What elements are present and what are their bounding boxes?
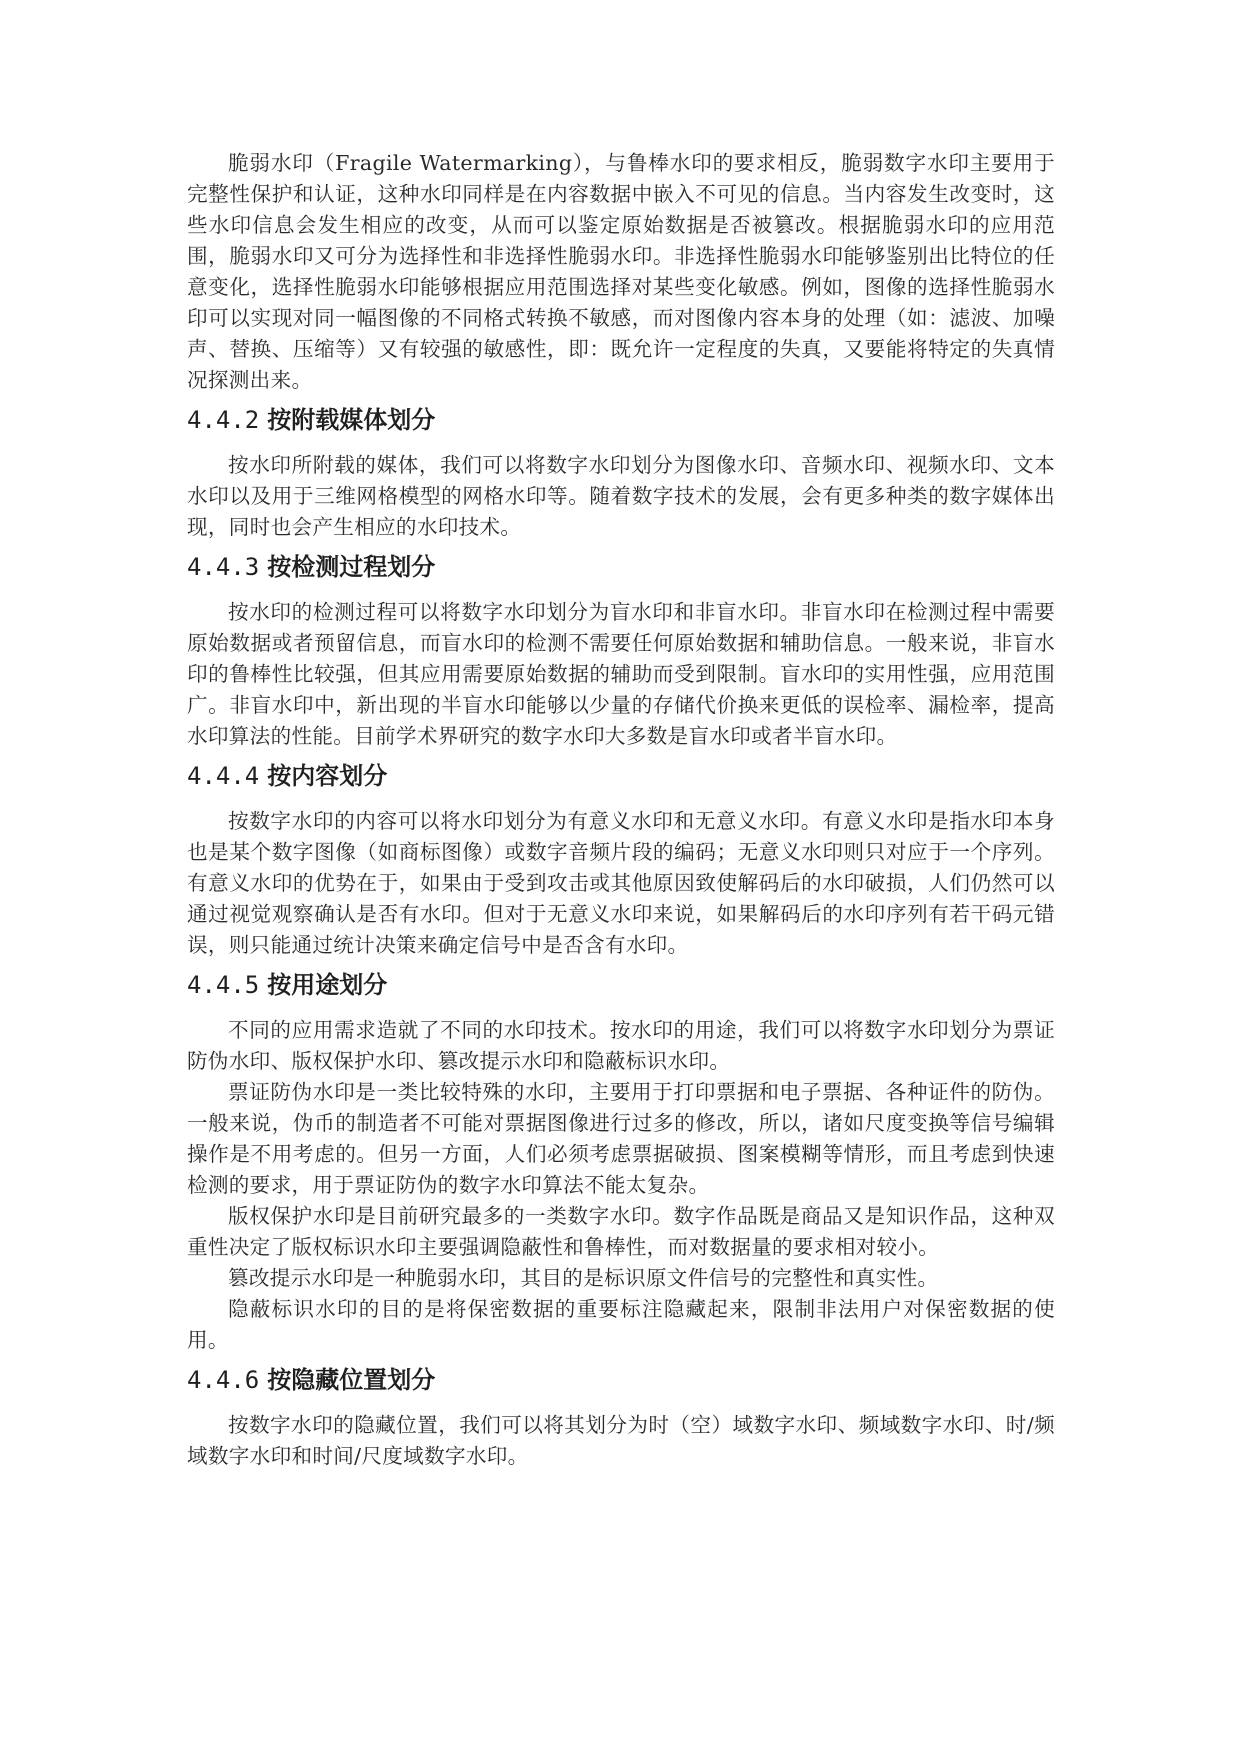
paragraph: 按水印所附载的媒体，我们可以将数字水印划分为图像水印、音频水印、视频水印、文本水印以及用于三维网格模型的网格水印等。随着数字技术的发展，会有更多种类的数字媒体出现，同时也会产生相应的水印技术。 xyxy=(187,453,1055,539)
section-4-4-3 xyxy=(187,543,1055,752)
paragraph: 脆弱水印（Fragile Watermarking），与鲁棒水印的要求相反，脆弱数字水印主要用于完整性保护和认证，这种水印同样是在内容数据中嵌入不可见的信息。当内容发生改变时，这些水印信息会发生相应的改变，从而可以鉴定原始数据是否被篡改。根据脆弱水印的应用范围，脆弱水印又可分为选择性和非选择性脆弱水印。非选择性脆弱水印能够鉴别出比特位的任意变化，选择性脆弱水印能够根据应用范围选择对某些变化敏感。例如，图像的选择性脆弱水印可以实现对同一幅图像的不同格式转换不敏感，而对图像内容本身的处理（如：滤波、加噪声、替换、压缩等）又有较强的敏感性，即：既允许一定程度的失真，又要能将特定的失真情况探测出来。 xyxy=(187,151,1055,392)
section-title: 按检测过程划分 xyxy=(267,553,436,581)
section-title: 按隐藏位置划分 xyxy=(267,1366,436,1394)
section-heading xyxy=(187,1356,1055,1410)
intro-section xyxy=(187,148,1055,396)
paragraph: 按数字水印的内容可以将水印划分为有意义水印和无意义水印。有意义水印是指水印本身也是某个数字图像（如商标图像）或数字音频片段的编码；无意义水印则只对应于一个序列。有意义水印的优势在于，如果由于受到攻击或其他原因致使解码后的水印破损，人们仍然可以通过视觉观察确认是否有水印。但对于无意义水印来说，如果解码后的水印序列有若干码元错误，则只能通过统计决策来确定信号中是否含有水印。 xyxy=(187,809,1055,957)
section-number: 4.4.4 xyxy=(187,762,260,790)
document-page xyxy=(187,148,1055,1472)
section-title: 按用途划分 xyxy=(267,971,388,999)
section-4-4-5 xyxy=(187,961,1055,1356)
section-number: 4.4.5 xyxy=(187,971,260,999)
section-heading xyxy=(187,752,1055,806)
paragraph: 不同的应用需求造就了不同的水印技术。按水印的用途，我们可以将数字水印划分为票证防伪水印、版权保护水印、篡改提示水印和隐蔽标识水印。 xyxy=(187,1018,1055,1073)
section-title: 按内容划分 xyxy=(267,762,388,790)
section-4-4-4 xyxy=(187,752,1055,961)
paragraph: 票证防伪水印是一类比较特殊的水印，主要用于打印票据和电子票据、各种证件的防伪。一般来说，伪币的制造者不可能对票据图像进行过多的修改，所以，诸如尺度变换等信号编辑操作是不用考虑的。但另一方面，人们必须考虑票据破损、图案模糊等情形，而且考虑到快速检测的要求，用于票证防伪的数字水印算法不能太复杂。 xyxy=(187,1080,1055,1197)
paragraph: 篡改提示水印是一种脆弱水印，其目的是标识原文件信号的完整性和真实性。 xyxy=(228,1266,939,1290)
section-number: 4.4.6 xyxy=(187,1366,260,1394)
section-heading xyxy=(187,396,1055,450)
section-number: 4.4.3 xyxy=(187,553,260,581)
paragraph: 按数字水印的隐藏位置，我们可以将其划分为时（空）域数字水印、频域数字水印、时/频域数字水印和时间/尺度域数字水印。 xyxy=(187,1413,1055,1468)
section-heading xyxy=(187,961,1055,1015)
section-4-4-6 xyxy=(187,1356,1055,1472)
paragraph: 版权保护水印是目前研究最多的一类数字水印。数字作品既是商品又是知识作品，这种双重性决定了版权标识水印主要强调隐蔽性和鲁棒性，而对数据量的要求相对较小。 xyxy=(187,1204,1055,1259)
section-heading xyxy=(187,543,1055,597)
section-4-4-2 xyxy=(187,396,1055,543)
paragraph: 按水印的检测过程可以将数字水印划分为盲水印和非盲水印。非盲水印在检测过程中需要原始数据或者预留信息，而盲水印的检测不需要任何原始数据和辅助信息。一般来说，非盲水印的鲁棒性比较强，但其应用需要原始数据的辅助而受到限制。盲水印的实用性强，应用范围广。非盲水印中，新出现的半盲水印能够以少量的存储代价换来更低的误检率、漏检率，提高水印算法的性能。目前学术界研究的数字水印大多数是盲水印或者半盲水印。 xyxy=(187,600,1055,748)
paragraph: 隐蔽标识水印的目的是将保密数据的重要标注隐藏起来，限制非法用户对保密数据的使用。 xyxy=(187,1297,1055,1352)
section-title: 按附载媒体划分 xyxy=(267,406,436,434)
section-number: 4.4.2 xyxy=(187,406,260,434)
